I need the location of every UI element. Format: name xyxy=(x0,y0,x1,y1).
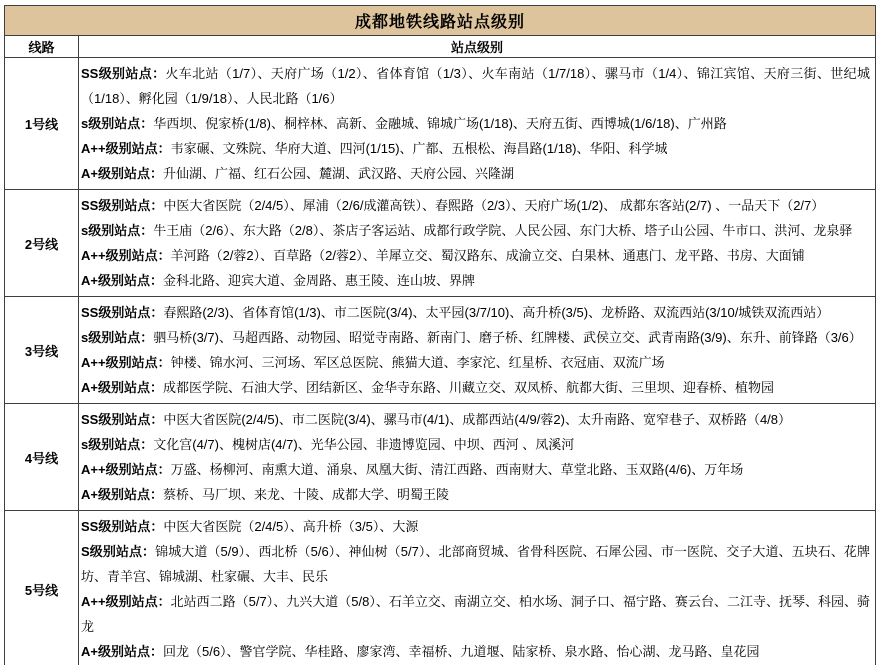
table-row xyxy=(5,297,876,404)
level-row xyxy=(81,218,870,243)
level-label: A+级别站点： xyxy=(81,273,163,288)
levels-cell xyxy=(79,404,876,511)
level-label: SS级别站点： xyxy=(81,66,166,81)
level-row xyxy=(81,325,870,350)
stations-text: 驷马桥(3/7)、马超西路、动物园、昭觉寺南路、新南门、磨子桥、红牌楼、武侯立交、武青南路(3/9)、东升、前锋路（3/6） xyxy=(153,330,862,345)
stations-text: 羊河路（2/蓉2）、百草路（2/蓉2）、羊犀立交、蜀汉路东、成渝立交、白果林、通惠门、龙平路、书房、大面铺 xyxy=(170,248,805,263)
stations-text: 中医大省医院(2/4/5)、市二医院(3/4)、骡马市(4/1)、成都西站(4/9/蓉2)、太升南路、宽窄巷子、双桥路（4/8） xyxy=(163,412,792,427)
level-row xyxy=(81,61,870,111)
table-row xyxy=(5,190,876,297)
level-row xyxy=(81,482,870,507)
stations-text: 升仙湖、广福、红石公园、麓湖、武汉路、天府公园、兴隆湖 xyxy=(162,166,514,181)
level-row xyxy=(81,161,870,186)
stations-text: 华西坝、倪家桥(1/8)、桐梓林、高新、金融城、锦城广场(1/18)、天府五街、西博城(1/6/18)、广州路 xyxy=(153,116,727,131)
stations-text: 北站西二路（5/7）、九兴大道（5/8）、石羊立交、南湖立交、柏水场、洞子口、福宁路、赛云台、二江寺、抚琴、科园、骑龙 xyxy=(81,594,870,634)
table-body xyxy=(5,6,876,665)
level-label: A+级别站点： xyxy=(81,380,163,395)
level-label: A++级别站点： xyxy=(81,355,171,370)
table-title: 成都地铁线路站点级别 xyxy=(5,6,876,36)
line-name: 4号线 xyxy=(5,404,79,511)
stations-text: 火车北站（1/7）、天府广场（1/2）、省体育馆（1/3）、火车南站（1/7/18）、骡马市（1/4）、锦江宾馆、天府三街、世纪城（1/18）、孵化园（1/9/18）、人民北路（1/6） xyxy=(81,66,870,106)
metro-station-table xyxy=(4,5,876,665)
level-row xyxy=(81,639,870,664)
level-label: s级别站点： xyxy=(81,223,154,238)
level-label: A+级别站点： xyxy=(81,166,163,181)
level-label: SS级别站点： xyxy=(81,198,164,213)
level-label: SS级别站点： xyxy=(81,412,164,427)
header-row xyxy=(5,36,876,58)
level-row xyxy=(81,193,870,218)
level-label: A+级别站点： xyxy=(81,644,163,659)
level-row xyxy=(81,432,870,457)
level-row xyxy=(81,589,870,639)
level-row xyxy=(81,111,870,136)
level-row xyxy=(81,136,870,161)
stations-text: 锦城大道（5/9）、西北桥（5/6）、神仙树（5/7）、北部商贸城、省骨科医院、石犀公园、市一医院、交子大道、五块石、花牌坊、青羊宫、锦城湖、杜家碾、大丰、民乐 xyxy=(81,544,871,584)
level-row xyxy=(81,243,870,268)
level-label: s级别站点： xyxy=(81,437,154,452)
line-name: 3号线 xyxy=(5,297,79,404)
level-label: s级别站点： xyxy=(81,116,154,131)
stations-text: 中医大省医院（2/4/5）、高升桥（3/5）、大源 xyxy=(163,519,419,534)
stations-text: 牛王庙（2/6）、东大路（2/8）、茶店子客运站、成都行政学院、人民公园、东门大桥、塔子山公园、牛市口、洪河、龙泉驿 xyxy=(153,223,853,238)
column-header-level: 站点级别 xyxy=(79,36,876,58)
level-row xyxy=(81,350,870,375)
stations-text: 中医大省医院（2/4/5）、犀浦（2/6/成灌高铁）、春熙路（2/3）、天府广场(1/2)、 成都东客站(2/7) 、一品天下（2/7） xyxy=(163,198,825,213)
table-row xyxy=(5,404,876,511)
line-name: 5号线 xyxy=(5,511,79,665)
level-label: A++级别站点： xyxy=(81,594,171,609)
line-name: 1号线 xyxy=(5,58,79,190)
line-name: 2号线 xyxy=(5,190,79,297)
levels-cell xyxy=(79,58,876,190)
level-label: S级别站点： xyxy=(81,544,156,559)
level-row xyxy=(81,375,870,400)
level-label: s级别站点： xyxy=(81,330,154,345)
level-row xyxy=(81,539,870,589)
level-label: A++级别站点： xyxy=(81,248,171,263)
level-label: A++级别站点： xyxy=(81,462,171,477)
level-row xyxy=(81,514,870,539)
level-label: SS级别站点： xyxy=(81,305,164,320)
level-label: A+级别站点： xyxy=(81,487,163,502)
stations-text: 韦家碾、文殊院、华府大道、四河(1/15)、广都、五根松、海昌路(1/18)、华阳、科学城 xyxy=(170,141,668,156)
title-row xyxy=(5,6,876,36)
table-row xyxy=(5,58,876,190)
levels-cell xyxy=(79,190,876,297)
stations-text: 回龙（5/6）、警官学院、华桂路、廖家湾、幸福桥、九道堰、陆家桥、泉水路、怡心湖、龙马路、皇花园 xyxy=(162,644,760,659)
level-row xyxy=(81,268,870,293)
level-label: A++级别站点： xyxy=(81,141,171,156)
stations-text: 成都医学院、石油大学、团结新区、金华寺东路、川藏立交、双凤桥、航都大街、三里坝、迎春桥、植物园 xyxy=(162,380,774,395)
stations-text: 金科北路、迎宾大道、金周路、惠王陵、连山坡、界牌 xyxy=(162,273,475,288)
levels-cell xyxy=(79,511,876,665)
level-row xyxy=(81,300,870,325)
stations-text: 钟楼、锦水河、三河场、军区总医院、熊猫大道、李家沱、红星桥、衣冠庙、双流广场 xyxy=(170,355,665,370)
column-header-line: 线路 xyxy=(5,36,79,58)
stations-text: 万盛、杨柳河、南熏大道、涌泉、凤凰大街、清江西路、西南财大、草堂北路、玉双路(4/6)、万年场 xyxy=(170,462,744,477)
table-row xyxy=(5,511,876,665)
level-row xyxy=(81,457,870,482)
stations-text: 蔡桥、马厂坝、来龙、十陵、成都大学、明蜀王陵 xyxy=(162,487,449,502)
stations-text: 文化宫(4/7)、槐树店(4/7)、光华公园、非遗博览园、中坝、西河 、凤溪河 xyxy=(153,437,575,452)
level-row xyxy=(81,407,870,432)
level-label: SS级别站点： xyxy=(81,519,164,534)
stations-text: 春熙路(2/3)、省体育馆(1/3)、市二医院(3/4)、太平园(3/7/10)、高升桥(3/5)、龙桥路、双流西站(3/10/城铁双流西站） xyxy=(163,305,830,320)
levels-cell xyxy=(79,297,876,404)
